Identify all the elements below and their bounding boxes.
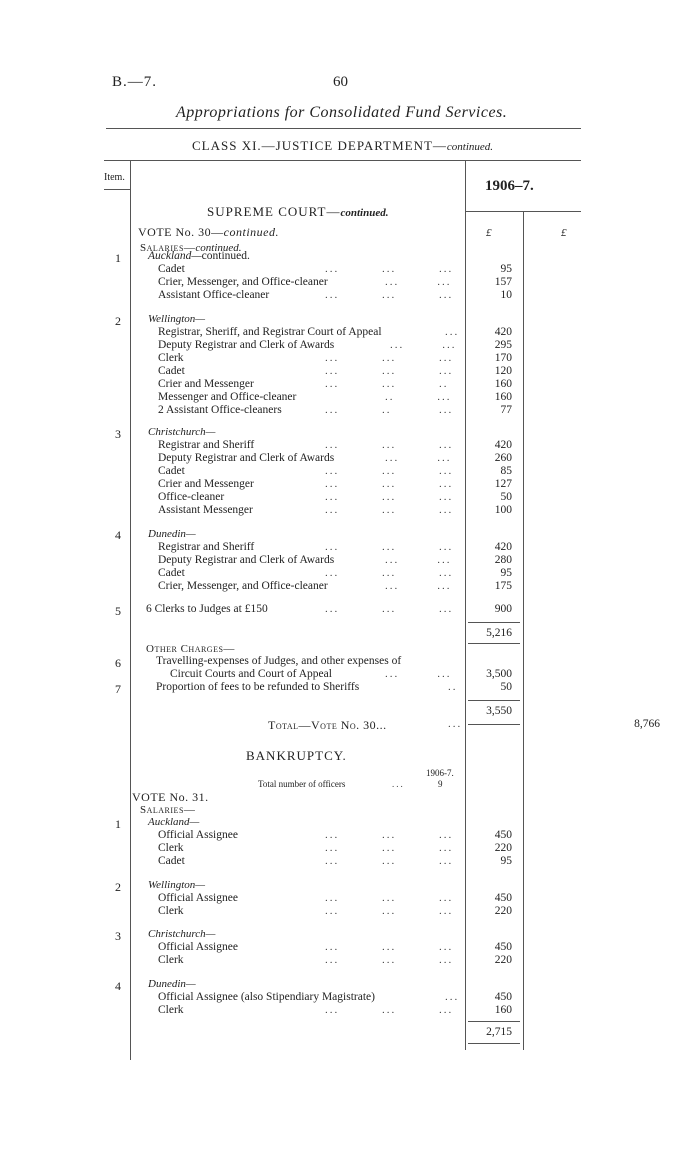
leader-dots: ... bbox=[445, 991, 460, 1003]
leader-dots: ... .. ... bbox=[325, 404, 454, 416]
row-description: Registrar and Sheriff bbox=[158, 439, 255, 451]
vote-total-amount: 8,766 bbox=[634, 718, 660, 730]
leader-dots: ... ... ... bbox=[325, 504, 454, 516]
row-amount: 420 bbox=[494, 541, 512, 553]
row-description: Registrar and Sheriff bbox=[158, 541, 255, 553]
row-amount: 100 bbox=[494, 504, 512, 516]
leader-dots: ... ... bbox=[385, 668, 452, 680]
row-description: Cadet bbox=[158, 465, 185, 477]
row-amount: 160 bbox=[494, 378, 512, 390]
row-amount: 95 bbox=[500, 263, 512, 275]
item-number: 1 bbox=[115, 251, 121, 265]
row-amount: 127 bbox=[494, 478, 512, 490]
leader-dots: ... ... bbox=[385, 580, 452, 592]
row-amount: 160 bbox=[494, 391, 512, 403]
leader-dots: ... ... ... bbox=[325, 954, 454, 966]
document-reference: B.—7. bbox=[112, 74, 158, 90]
rule bbox=[468, 1021, 520, 1022]
row-amount: 85 bbox=[500, 465, 512, 477]
row-description: Cadet bbox=[158, 855, 185, 867]
row-description: 2 Assistant Office-cleaners bbox=[158, 404, 282, 416]
row-amount: 450 bbox=[494, 991, 512, 1003]
row-description: Official Assignee bbox=[158, 892, 238, 904]
leader-dots: ... bbox=[445, 326, 460, 338]
row-description: Proportion of fees to be refunded to Sheriffs bbox=[156, 681, 360, 693]
row-description: Registrar, Sheriff, and Registrar Court of Appeal bbox=[158, 326, 382, 338]
leader-dots: ... ... bbox=[385, 554, 452, 566]
row-description: Clerk bbox=[158, 905, 184, 917]
row-description: Crier, Messenger, and Office-cleaner bbox=[158, 580, 328, 592]
column-divider bbox=[465, 160, 466, 1050]
row-description: Assistant Messenger bbox=[158, 504, 253, 516]
item-number: 3 bbox=[115, 427, 121, 441]
salaries-heading: Salaries—continued. bbox=[140, 242, 242, 254]
row-description: Assistant Office-cleaner bbox=[158, 289, 270, 301]
item-number: 3 bbox=[115, 929, 121, 943]
section-title-supreme-court: SUPREME COURT—continued. bbox=[207, 204, 389, 219]
location-heading: Auckland— bbox=[148, 816, 200, 828]
section-title-bankruptcy: BANKRUPTCY. bbox=[246, 748, 347, 763]
row-description: Circuit Courts and Court of Appeal bbox=[170, 668, 332, 680]
row-description: Official Assignee bbox=[158, 941, 238, 953]
row-description: Cadet bbox=[158, 365, 185, 377]
row-description: Clerk bbox=[158, 1004, 184, 1016]
row-description: Office-cleaner bbox=[158, 491, 225, 503]
row-amount: 170 bbox=[494, 352, 512, 364]
rule bbox=[465, 211, 581, 212]
rule bbox=[468, 724, 520, 725]
row-description: Deputy Registrar and Clerk of Awards bbox=[158, 554, 335, 566]
row-amount: 95 bbox=[500, 855, 512, 867]
salaries-heading: Salaries— bbox=[140, 804, 196, 816]
item-number: 1 bbox=[115, 817, 121, 831]
leader-dots: ... ... ... bbox=[325, 905, 454, 917]
location-heading: Wellington— bbox=[148, 879, 206, 891]
rule bbox=[106, 128, 581, 129]
leader-dots: ... ... ... bbox=[325, 567, 454, 579]
pound-sign: £ bbox=[561, 227, 567, 239]
row-description: Official Assignee (also Stipendiary Magistrate) bbox=[158, 991, 375, 1003]
leader-dots: ... ... ... bbox=[325, 1004, 454, 1016]
location-heading: Wellington— bbox=[148, 313, 206, 325]
leader-dots: ... ... ... bbox=[325, 439, 454, 451]
item-number: 2 bbox=[115, 314, 121, 328]
row-amount: 3,500 bbox=[486, 668, 512, 680]
leader-dots: ... ... ... bbox=[325, 491, 454, 503]
subtotal-amount: 5,216 bbox=[486, 627, 512, 639]
class-title: CLASS XI.—JUSTICE DEPARTMENT—continued. bbox=[192, 138, 494, 153]
row-amount: 10 bbox=[500, 289, 512, 301]
leader-dots: ... ... ... bbox=[325, 941, 454, 953]
location-heading: Dunedin— bbox=[148, 528, 196, 540]
page-title: Appropriations for Consolidated Fund Services. bbox=[176, 104, 508, 121]
officers-label: Total number of officers bbox=[258, 779, 346, 789]
row-description: Crier and Messenger bbox=[158, 478, 254, 490]
leader-dots: ... ... ... bbox=[325, 365, 454, 377]
subtotal-amount: 2,715 bbox=[486, 1026, 512, 1038]
vote-30-heading: VOTE No. 30—continued. bbox=[138, 225, 279, 239]
leader-dots: ... ... ... bbox=[325, 465, 454, 477]
leader-dots: ... ... ... bbox=[325, 892, 454, 904]
item-number: 5 bbox=[115, 604, 121, 618]
row-amount: 450 bbox=[494, 829, 512, 841]
row-amount: 120 bbox=[494, 365, 512, 377]
leader-dots: ... ... bbox=[385, 452, 452, 464]
row-amount: 77 bbox=[500, 404, 512, 416]
leader-dots: ... ... ... bbox=[325, 352, 454, 364]
leader-dots: ... ... ... bbox=[325, 478, 454, 490]
item-number: 4 bbox=[115, 979, 121, 993]
other-charges-heading: Other Charges— bbox=[146, 643, 235, 655]
row-amount: 420 bbox=[494, 326, 512, 338]
row-description: Messenger and Office-cleaner bbox=[158, 391, 297, 403]
row-description: Travelling-expenses of Judges, and other expenses of bbox=[156, 655, 402, 667]
leader-dots: ... ... ... bbox=[325, 541, 454, 553]
leader-dots: ... ... bbox=[390, 339, 457, 351]
row-amount: 280 bbox=[494, 554, 512, 566]
location-heading: Christchurch— bbox=[148, 928, 216, 940]
location-heading: Christchurch— bbox=[148, 426, 216, 438]
row-amount: 160 bbox=[494, 1004, 512, 1016]
leader-dots: .. bbox=[448, 681, 458, 693]
row-description: Cadet bbox=[158, 567, 185, 579]
row-description: Cadet bbox=[158, 263, 185, 275]
rule bbox=[468, 622, 520, 623]
rule bbox=[468, 643, 520, 644]
item-number: 7 bbox=[115, 682, 121, 696]
leader-dots: ... ... bbox=[385, 276, 452, 288]
row-amount: 175 bbox=[494, 580, 512, 592]
row-amount: 220 bbox=[494, 905, 512, 917]
row-description: Official Assignee bbox=[158, 829, 238, 841]
leader-dots: ... ... .. bbox=[325, 378, 449, 390]
leader-dots: ... ... ... bbox=[325, 603, 454, 615]
row-amount: 420 bbox=[494, 439, 512, 451]
item-number: 4 bbox=[115, 528, 121, 542]
rule bbox=[468, 700, 520, 701]
leader-dots: ... ... ... bbox=[325, 855, 454, 867]
row-amount: 220 bbox=[494, 954, 512, 966]
rule bbox=[104, 189, 130, 190]
leader-dots: ... ... ... bbox=[325, 263, 454, 275]
row-amount: 220 bbox=[494, 842, 512, 854]
vote-total-label: Total—Vote No. 30... bbox=[268, 718, 387, 732]
leader-dots: ... ... ... bbox=[325, 289, 454, 301]
officers-count: 9 bbox=[438, 779, 443, 789]
row-amount: 95 bbox=[500, 567, 512, 579]
item-column-header: Item. bbox=[104, 172, 125, 183]
rule bbox=[104, 160, 581, 161]
leader-dots: .. ... bbox=[385, 391, 452, 403]
vote-31-heading: VOTE No. 31. bbox=[132, 790, 209, 804]
leader-dots: ... ... ... bbox=[325, 842, 454, 854]
location-heading: Auckland—continued. bbox=[148, 250, 250, 262]
row-description: Crier and Messenger bbox=[158, 378, 254, 390]
row-description: Clerk bbox=[158, 842, 184, 854]
row-description: Crier, Messenger, and Office-cleaner bbox=[158, 276, 328, 288]
row-amount: 450 bbox=[494, 941, 512, 953]
row-amount: 157 bbox=[494, 276, 512, 288]
item-number: 6 bbox=[115, 656, 121, 670]
row-description: Deputy Registrar and Clerk of Awards bbox=[158, 452, 335, 464]
year-header: 1906–7. bbox=[485, 178, 534, 194]
leader-dots: ... ... ... bbox=[325, 829, 454, 841]
row-amount: 900 bbox=[494, 603, 512, 615]
officers-year: 1906-7. bbox=[426, 768, 454, 778]
subtotal-amount: 3,550 bbox=[486, 705, 512, 717]
row-description: Clerk bbox=[158, 954, 184, 966]
row-amount: 50 bbox=[500, 491, 512, 503]
leader-dots: ... bbox=[448, 718, 463, 730]
row-amount: 50 bbox=[500, 681, 512, 693]
item-number: 2 bbox=[115, 880, 121, 894]
column-divider bbox=[130, 160, 131, 1060]
row-description: Clerk bbox=[158, 352, 184, 364]
leader-dots: ... bbox=[392, 779, 405, 789]
row-description: Deputy Registrar and Clerk of Awards bbox=[158, 339, 335, 351]
row-amount: 450 bbox=[494, 892, 512, 904]
row-description: 6 Clerks to Judges at £150 bbox=[146, 603, 268, 615]
row-amount: 260 bbox=[494, 452, 512, 464]
location-heading: Dunedin— bbox=[148, 978, 196, 990]
rule bbox=[468, 1043, 520, 1044]
page-number: 60 bbox=[333, 74, 348, 90]
row-amount: 295 bbox=[494, 339, 512, 351]
column-divider bbox=[523, 212, 524, 1050]
pound-sign: £ bbox=[486, 227, 492, 239]
